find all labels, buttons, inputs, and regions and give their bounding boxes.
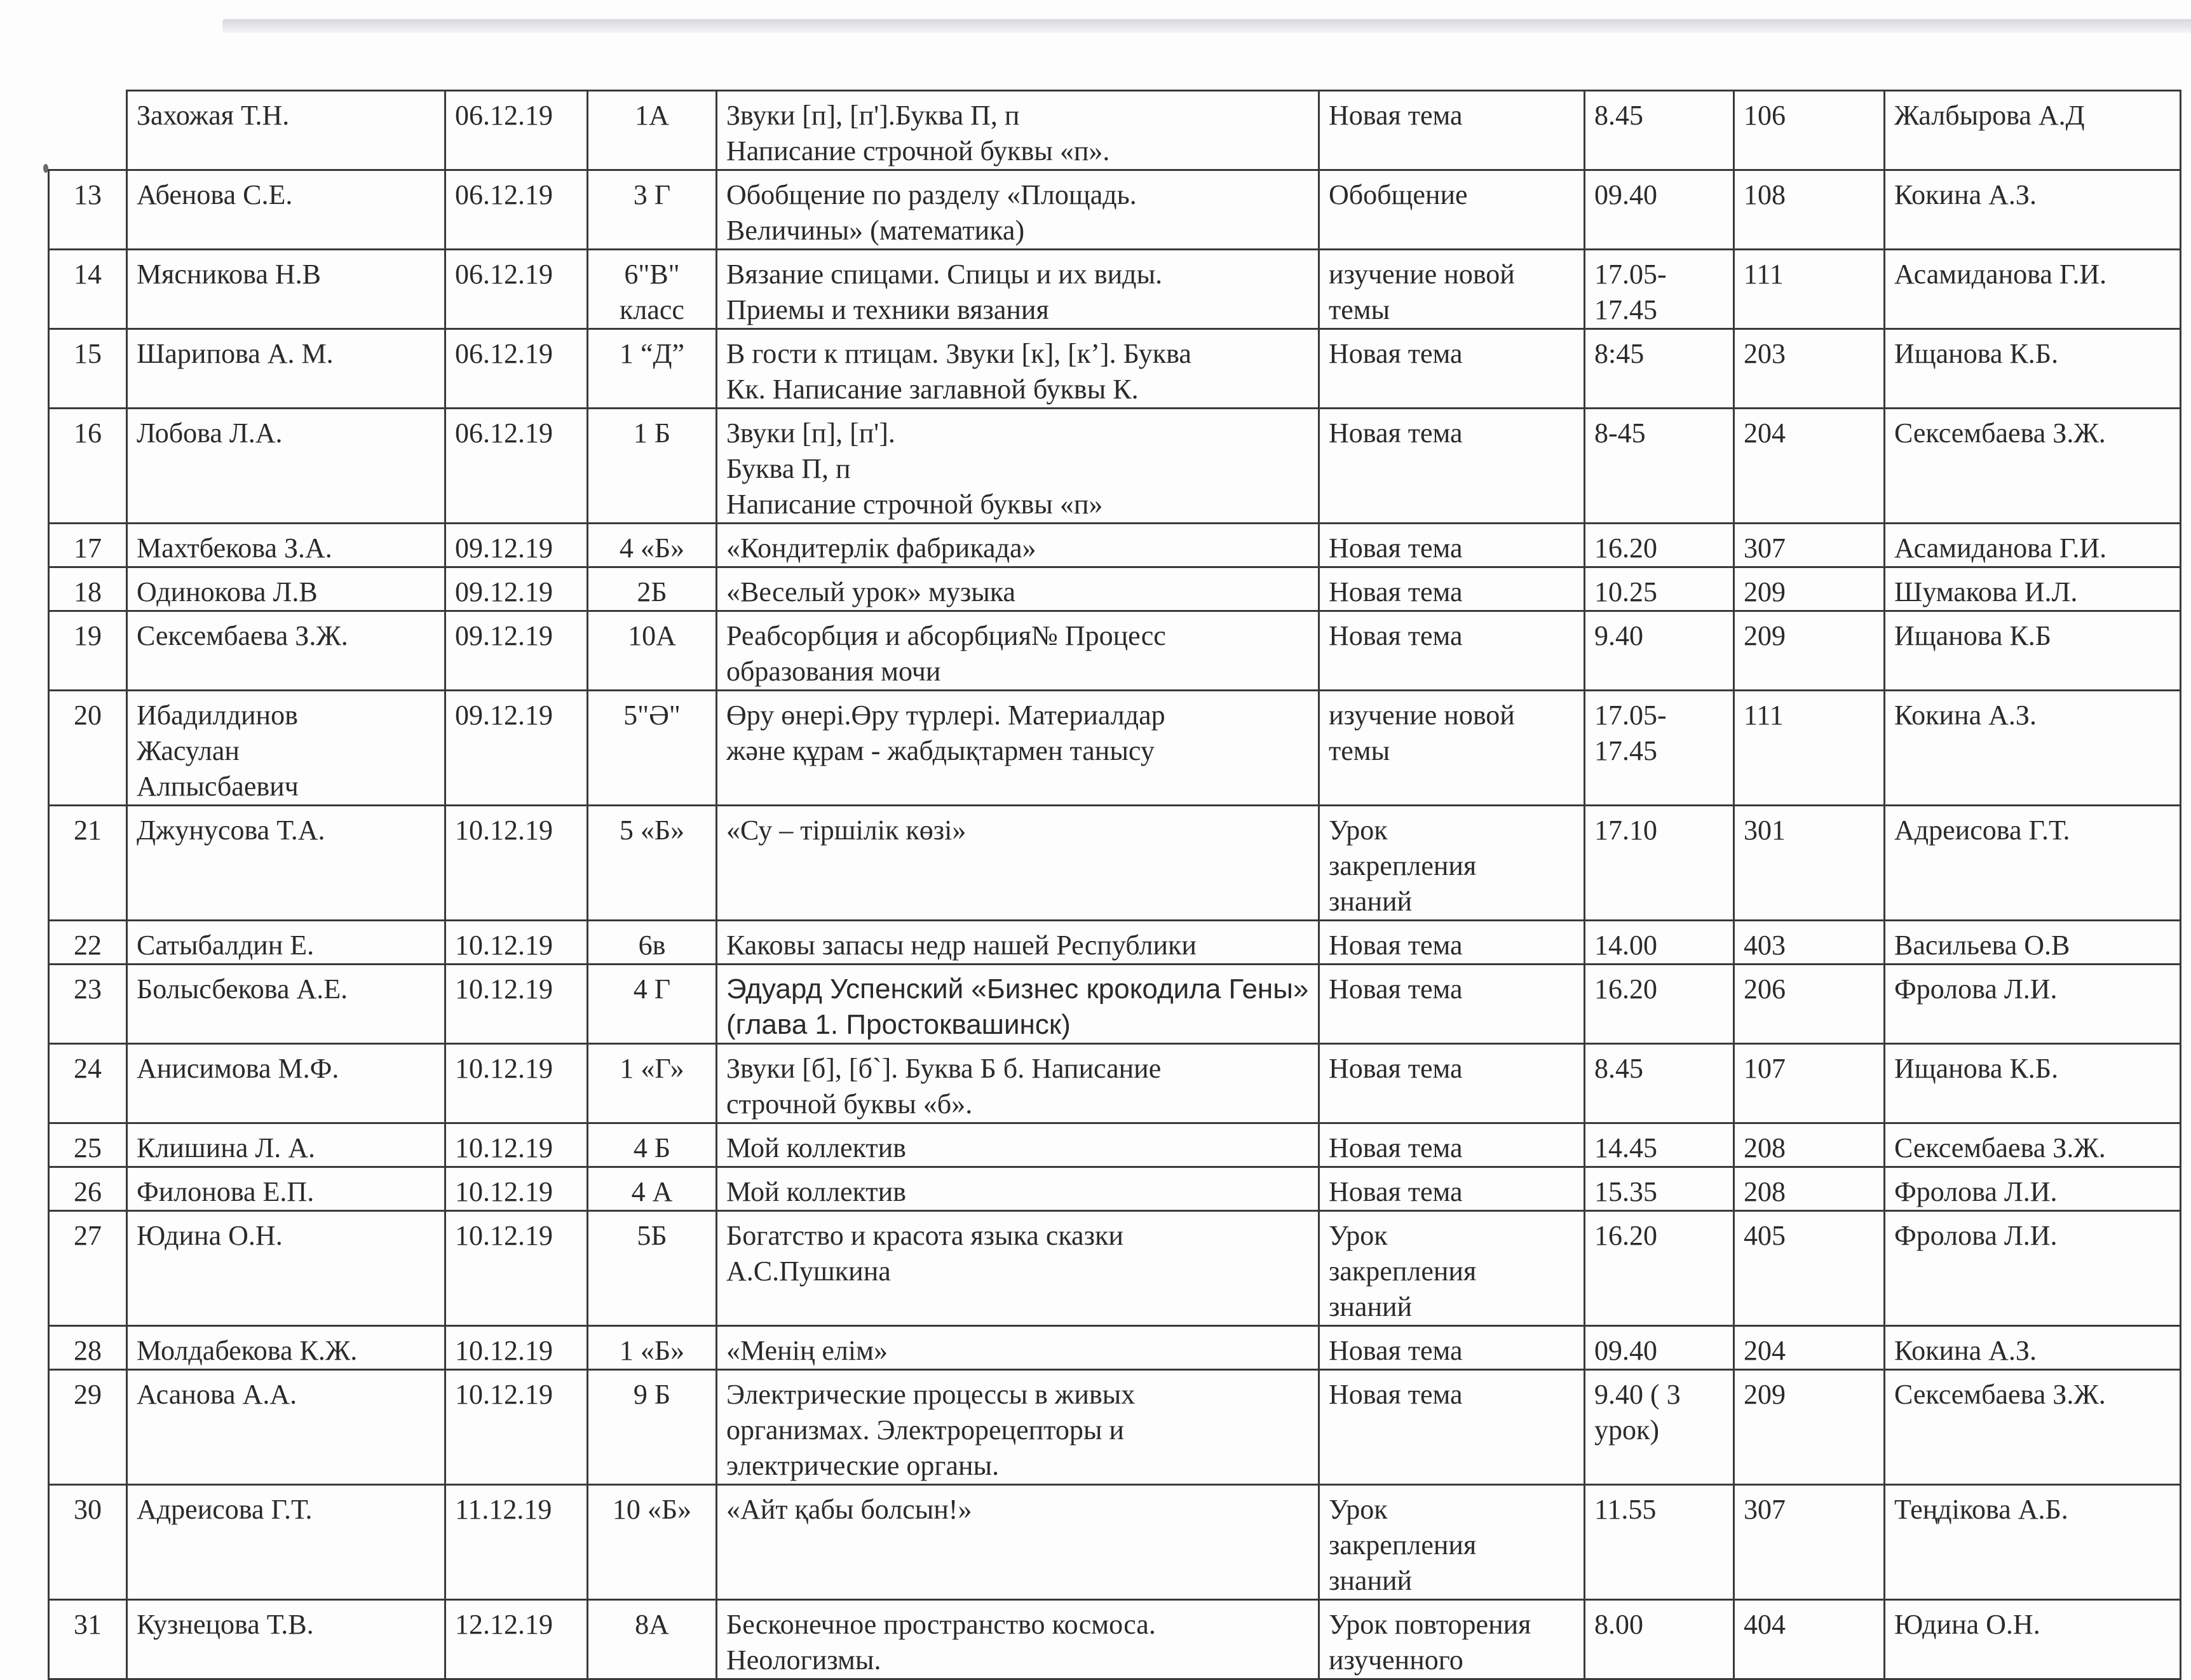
table-row (49, 1167, 2181, 1211)
teacher-name: Сатыбалдин Е. (127, 921, 445, 965)
row-number (49, 91, 127, 170)
lesson-date: 11.12.19 (445, 1485, 588, 1600)
lesson-topic: Звуки [п], [п'].Буква П, п Написание строчной буквы «п». (717, 91, 1319, 170)
lesson-time: 14.00 (1585, 921, 1734, 965)
table-row (49, 91, 2181, 170)
observer-name: Фролова Л.И. (1885, 965, 2181, 1044)
class-name: 1 «Г» (588, 1044, 717, 1123)
lesson-date: 06.12.19 (445, 170, 588, 250)
lesson-date: 12.12.19 (445, 1600, 588, 1679)
row-number: 29 (49, 1370, 127, 1485)
observer-name: Сексембаева З.Ж. (1885, 1123, 2181, 1167)
row-number: 28 (49, 1326, 127, 1370)
table-row (49, 1370, 2181, 1485)
lesson-type: Новая тема (1319, 1123, 1585, 1167)
lesson-time: 17.10 (1585, 806, 1734, 921)
lesson-topic: Эдуард Успенский «Бизнес крокодила Гены» (глава 1. Простоквашинск) (717, 965, 1319, 1044)
class-name: 1 «Б» (588, 1326, 717, 1370)
observer-name: Кокина А.З. (1885, 691, 2181, 806)
table-row (49, 1485, 2181, 1600)
room-number: 405 (1734, 1211, 1885, 1326)
class-name: 1А (588, 91, 717, 170)
table-row (49, 409, 2181, 524)
lesson-type: Урок закрепления знаний (1319, 806, 1585, 921)
table-row (49, 524, 2181, 567)
lesson-topic: Бесконечное пространство космоса. Неологизмы. (717, 1600, 1319, 1679)
lesson-type: Новая тема (1319, 524, 1585, 567)
lesson-time: 17.05- 17.45 (1585, 691, 1734, 806)
scan-edge-shadow (222, 19, 2191, 33)
observer-name: Ищанова К.Б. (1885, 329, 2181, 409)
room-number: 206 (1734, 965, 1885, 1044)
observer-name: Ищанова К.Б (1885, 611, 2181, 691)
room-number: 111 (1734, 250, 1885, 329)
lesson-date: 10.12.19 (445, 921, 588, 965)
row-number: 16 (49, 409, 127, 524)
observer-name: Асамиданова Г.И. (1885, 524, 2181, 567)
table-row (49, 921, 2181, 965)
teacher-name: Ибадилдинов Жасулан Алпысбаевич (127, 691, 445, 806)
row-number: 19 (49, 611, 127, 691)
lesson-date: 06.12.19 (445, 409, 588, 524)
lesson-date: 06.12.19 (445, 250, 588, 329)
lesson-type: Новая тема (1319, 965, 1585, 1044)
row-number: 22 (49, 921, 127, 965)
lesson-topic: «Су – тіршілік көзі» (717, 806, 1319, 921)
lesson-time: 09.40 (1585, 1326, 1734, 1370)
lesson-type: Новая тема (1319, 1167, 1585, 1211)
table-row (49, 611, 2181, 691)
lesson-type: Новая тема (1319, 91, 1585, 170)
lesson-topic: Звуки [п], [п']. Буква П, п Написание строчной буквы «п» (717, 409, 1319, 524)
row-number: 26 (49, 1167, 127, 1211)
room-number: 403 (1734, 921, 1885, 965)
lesson-type: Новая тема (1319, 329, 1585, 409)
observer-name: Сексембаева З.Ж. (1885, 409, 2181, 524)
row-number: 14 (49, 250, 127, 329)
lesson-topic: Өру өнері.Өру түрлері. Материалдар және құрам - жабдықтармен танысу (717, 691, 1319, 806)
lesson-topic: Каковы запасы недр нашей Республики (717, 921, 1319, 965)
lesson-date: 10.12.19 (445, 1123, 588, 1167)
lesson-topic: Богатство и красота языка сказки А.С.Пушкина (717, 1211, 1319, 1326)
observer-name: Шумакова И.Л. (1885, 567, 2181, 611)
room-number: 404 (1734, 1600, 1885, 1679)
lesson-time: 14.45 (1585, 1123, 1734, 1167)
lesson-time: 8.45 (1585, 91, 1734, 170)
table-row (49, 1211, 2181, 1326)
lesson-date: 10.12.19 (445, 1167, 588, 1211)
table-row (49, 965, 2181, 1044)
class-name: 6"В" класс (588, 250, 717, 329)
teacher-name: Шарипова А. М. (127, 329, 445, 409)
teacher-name: Абенова С.Е. (127, 170, 445, 250)
lesson-type: изучение новой темы (1319, 691, 1585, 806)
room-number: 107 (1734, 1044, 1885, 1123)
teacher-name: Махтбекова З.А. (127, 524, 445, 567)
lesson-date: 06.12.19 (445, 91, 588, 170)
row-number: 31 (49, 1600, 127, 1679)
row-number: 17 (49, 524, 127, 567)
lesson-date: 10.12.19 (445, 806, 588, 921)
teacher-name: Захожая Т.Н. (127, 91, 445, 170)
lesson-type: Новая тема (1319, 1370, 1585, 1485)
lesson-topic: «Кондитерлік фабрикада» (717, 524, 1319, 567)
observer-name: Теңдікова А.Б. (1885, 1485, 2181, 1600)
lesson-date: 10.12.19 (445, 1326, 588, 1370)
teacher-name: Молдабекова К.Ж. (127, 1326, 445, 1370)
lesson-type: Новая тема (1319, 921, 1585, 965)
class-name: 10 «Б» (588, 1485, 717, 1600)
lesson-time: 8.00 (1585, 1600, 1734, 1679)
observer-name: Кокина А.З. (1885, 1326, 2181, 1370)
lesson-date: 09.12.19 (445, 691, 588, 806)
lesson-time: 11.55 (1585, 1485, 1734, 1600)
table-row (49, 250, 2181, 329)
lesson-date: 10.12.19 (445, 1370, 588, 1485)
teacher-name: Болысбекова А.Е. (127, 965, 445, 1044)
observer-name: Юдина О.Н. (1885, 1600, 2181, 1679)
observer-name: Фролова Л.И. (1885, 1211, 2181, 1326)
class-name: 5Б (588, 1211, 717, 1326)
observer-name: Жалбырова А.Д (1885, 91, 2181, 170)
room-number: 301 (1734, 806, 1885, 921)
table-row (49, 170, 2181, 250)
observer-name: Ищанова К.Б. (1885, 1044, 2181, 1123)
table-row (49, 1600, 2181, 1679)
room-number: 209 (1734, 567, 1885, 611)
lesson-topic: «Веселый урок» музыка (717, 567, 1319, 611)
lesson-date: 10.12.19 (445, 1044, 588, 1123)
lesson-time: 16.20 (1585, 1211, 1734, 1326)
class-name: 5 «Б» (588, 806, 717, 921)
table-row (49, 329, 2181, 409)
observer-name: Асамиданова Г.И. (1885, 250, 2181, 329)
lesson-type: Урок повторения изученного (1319, 1600, 1585, 1679)
teacher-name: Мясникова Н.В (127, 250, 445, 329)
lesson-time: 10.25 (1585, 567, 1734, 611)
room-number: 204 (1734, 1326, 1885, 1370)
lesson-time: 8.45 (1585, 1044, 1734, 1123)
lesson-topic: «Айт қабы болсын!» (717, 1485, 1319, 1600)
lesson-type: Урок закрепления знаний (1319, 1211, 1585, 1326)
class-name: 3 Г (588, 170, 717, 250)
teacher-name: Асанова А.А. (127, 1370, 445, 1485)
observer-name: Адреисова Г.Т. (1885, 806, 2181, 921)
row-number: 18 (49, 567, 127, 611)
teacher-name: Лобова Л.А. (127, 409, 445, 524)
lesson-topic: Мой коллектив (717, 1167, 1319, 1211)
lesson-type: Новая тема (1319, 409, 1585, 524)
observer-name: Сексембаева З.Ж. (1885, 1370, 2181, 1485)
lesson-topic: В гости к птицам. Звуки [к], [к’]. Буква Кк. Написание заглавной буквы К. (717, 329, 1319, 409)
room-number: 209 (1734, 611, 1885, 691)
teacher-name: Филонова Е.П. (127, 1167, 445, 1211)
lesson-topic: Электрические процессы в живых организмах. Электрорецепторы и электрические органы. (717, 1370, 1319, 1485)
class-name: 9 Б (588, 1370, 717, 1485)
lesson-date: 06.12.19 (445, 329, 588, 409)
lesson-type: Новая тема (1319, 1044, 1585, 1123)
row-number: 24 (49, 1044, 127, 1123)
row-number: 27 (49, 1211, 127, 1326)
lesson-topic: Звуки [б], [б`]. Буква Б б. Написание строчной буквы «б». (717, 1044, 1319, 1123)
row-number: 30 (49, 1485, 127, 1600)
room-number: 307 (1734, 524, 1885, 567)
teacher-name: Джунусова Т.А. (127, 806, 445, 921)
class-name: 5"Ә" (588, 691, 717, 806)
room-number: 204 (1734, 409, 1885, 524)
lesson-time: 9.40 ( 3 урок) (1585, 1370, 1734, 1485)
teacher-name: Одинокова Л.В (127, 567, 445, 611)
teacher-name: Адреисова Г.Т. (127, 1485, 445, 1600)
class-name: 1 Б (588, 409, 717, 524)
lesson-time: 15.35 (1585, 1167, 1734, 1211)
lesson-topic: Мой коллектив (717, 1123, 1319, 1167)
lesson-time: 9.40 (1585, 611, 1734, 691)
lesson-date: 10.12.19 (445, 965, 588, 1044)
class-name: 4 «Б» (588, 524, 717, 567)
class-name: 10А (588, 611, 717, 691)
observer-name: Фролова Л.И. (1885, 1167, 2181, 1211)
lesson-type: Урок закрепления знаний (1319, 1485, 1585, 1600)
lesson-topic: Обобщение по разделу «Площадь. Величины» (математика) (717, 170, 1319, 250)
lesson-topic: Вязание спицами. Спицы и их виды. Приемы и техники вязания (717, 250, 1319, 329)
schedule-table (48, 90, 2181, 1680)
lesson-type: Новая тема (1319, 1326, 1585, 1370)
class-name: 2Б (588, 567, 717, 611)
teacher-name: Кузнецова Т.В. (127, 1600, 445, 1679)
row-number: 25 (49, 1123, 127, 1167)
table-row (49, 1044, 2181, 1123)
lesson-topic: Реабсорбция и абсорбция№ Процесс образования мочи (717, 611, 1319, 691)
lesson-time: 8-45 (1585, 409, 1734, 524)
lesson-date: 10.12.19 (445, 1211, 588, 1326)
teacher-name: Клишина Л. А. (127, 1123, 445, 1167)
room-number: 108 (1734, 170, 1885, 250)
room-number: 208 (1734, 1167, 1885, 1211)
observer-name: Кокина А.З. (1885, 170, 2181, 250)
class-name: 1 “Д” (588, 329, 717, 409)
lesson-time: 17.05- 17.45 (1585, 250, 1734, 329)
observer-name: Васильева О.В (1885, 921, 2181, 965)
teacher-name: Анисимова М.Ф. (127, 1044, 445, 1123)
lesson-date: 09.12.19 (445, 567, 588, 611)
row-number: 23 (49, 965, 127, 1044)
lesson-time: 16.20 (1585, 524, 1734, 567)
class-name: 6в (588, 921, 717, 965)
class-name: 4 Б (588, 1123, 717, 1167)
room-number: 111 (1734, 691, 1885, 806)
table-row (49, 567, 2181, 611)
lesson-time: 09.40 (1585, 170, 1734, 250)
table-row (49, 1326, 2181, 1370)
lesson-time: 16.20 (1585, 965, 1734, 1044)
room-number: 307 (1734, 1485, 1885, 1600)
class-name: 4 Г (588, 965, 717, 1044)
class-name: 8А (588, 1600, 717, 1679)
lesson-time: 8:45 (1585, 329, 1734, 409)
table-row (49, 1123, 2181, 1167)
room-number: 106 (1734, 91, 1885, 170)
row-number: 15 (49, 329, 127, 409)
teacher-name: Юдина О.Н. (127, 1211, 445, 1326)
room-number: 209 (1734, 1370, 1885, 1485)
table-row (49, 806, 2181, 921)
lesson-type: изучение новой темы (1319, 250, 1585, 329)
row-number: 13 (49, 170, 127, 250)
lesson-date: 09.12.19 (445, 611, 588, 691)
teacher-name: Сексембаева З.Ж. (127, 611, 445, 691)
lesson-type: Обобщение (1319, 170, 1585, 250)
room-number: 208 (1734, 1123, 1885, 1167)
lesson-type: Новая тема (1319, 611, 1585, 691)
lesson-date: 09.12.19 (445, 524, 588, 567)
class-name: 4 А (588, 1167, 717, 1211)
room-number: 203 (1734, 329, 1885, 409)
row-number: 21 (49, 806, 127, 921)
schedule-body (49, 91, 2181, 1679)
lesson-type: Новая тема (1319, 567, 1585, 611)
table-row (49, 691, 2181, 806)
lesson-topic: «Менің елім» (717, 1326, 1319, 1370)
row-number: 20 (49, 691, 127, 806)
